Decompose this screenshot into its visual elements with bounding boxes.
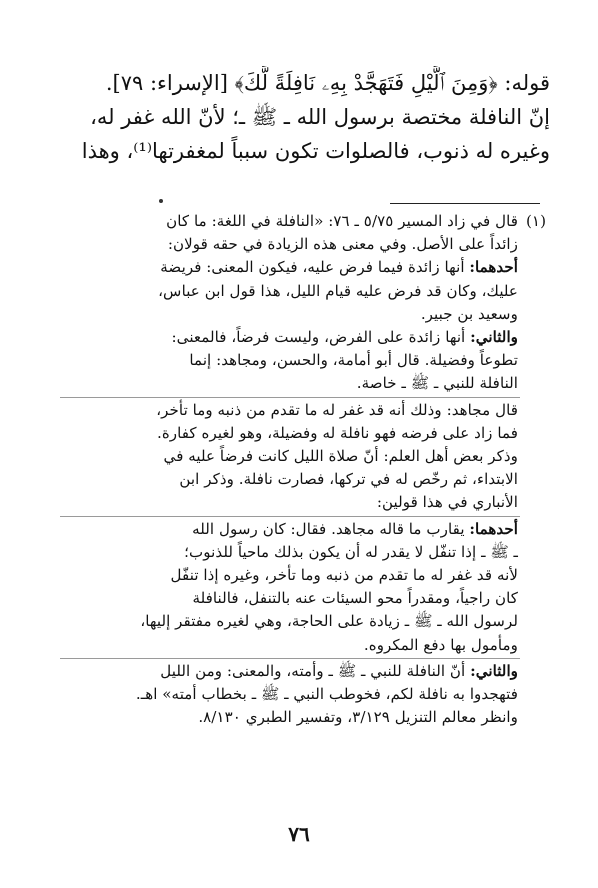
footnote-text: أنّ النافلة للنبي ـ ﷺ ـ وأمته، والمعنى: ومن الليل [160,661,471,680]
footnote-line: تطوعاً وفضيلة. قال أبو أمامة، والحسن، ومجاهد: إنما [189,351,518,370]
section-divider [60,516,520,517]
main-text-line: إنّ النافلة مختصة برسول الله ـ ﷺ ـ؛ لأنّ الله غفر له، [90,105,550,129]
footnote-number: (١) [525,212,546,230]
footnote-heading: والثاني: [470,661,518,680]
footnote-line: النافلة للنبي ـ ﷺ ـ خاصة. [356,374,518,393]
section-divider [60,658,520,659]
footnote-line [60,256,546,279]
footnote-block [60,210,546,729]
footnote-text: أنها زائدة على الفرض، وليست فرضاً، فالمعنى: [171,328,471,347]
main-text-line: وغيره له ذنوب، فالصلوات تكون سبباً لمغفرتها⁽¹⁾، وهذا [81,139,550,163]
footnote-line: الأنباري في هذا قولين: [376,493,518,512]
footnote-line [60,210,546,233]
footnote-line [60,326,546,349]
footnote-heading: والثاني: [470,328,518,347]
footnote-line: وانظر معالم التنزيل ٣/١٢٩، وتفسير الطبري ٨/١٣٠. [198,708,518,727]
footnote-line: ـ ﷺ ـ إذا تنفّل لا يقدر له أن يكون بذلك ماحياً للذنوب؛ [184,542,518,561]
ink-dot [159,199,163,203]
footnote-line [60,518,546,541]
page-number: ٧٦ [288,822,310,846]
section-divider [60,397,520,398]
main-text-block [66,66,550,168]
footnote-text: قال في زاد المسير ٥/٧٥ ـ ٧٦: «النافلة في اللغة: ما كان [166,212,518,230]
footnote-line: لأنه قد غفر له ما تقدم من ذنبه وما تأخر، وغيره إذا تنفّل [170,566,518,585]
footnote-separator [390,203,540,204]
footnote-line: كان راجياً، ومقدراً محو السيئات عنه بالتنفل، فالنافلة [192,589,518,608]
footnote-text: يقارب ما قاله مجاهد. فقال: كان رسول الله [192,519,470,538]
footnote-line: عليك، وكان قد فرض عليه قيام الليل، هذا قول ابن عباس، [158,281,518,300]
footnote-text: أنها زائدة فيما فرض عليه، فيكون المعنى: فريضة [160,258,470,277]
footnote-line: لرسول الله ـ ﷺ ـ زيادة على الحاجة، وهي لغيره مفتقر إليها، [140,612,518,631]
footnote-heading: أحدهما: [469,519,518,538]
footnote-line: وذكر بعض أهل العلم: أنّ صلاة الليل كانت فرضاً عليه في [163,447,518,466]
footnote-line: قال مجاهد: وذلك أنه قد غفر له ما تقدم من ذنبه وما تأخر، [156,400,518,419]
footnote-line: ومأمول بها دفع المكروه. [363,635,518,654]
footnote-line: الابتداء، ثم رخّص له في تركها، فصارت نافلة. وذكر ابن [179,470,518,489]
footnote-line: وسعيد بن جبير. [420,304,518,323]
footnote-line: فما زاد على فرضه فهو نافلة له وفضيلة، وهو لغيره كفارة. [157,423,518,442]
footnote-heading: أحدهما: [469,258,518,277]
footnote-line [60,660,546,683]
footnote-line: فتهجدوا به نافلة لكم، فخوطب النبي ـ ﷺ ـ بخطاب أمته» اهـ. [135,685,518,704]
footnote-line: زائداً على الأصل. وفي معنى هذه الزيادة في حقه قولان: [167,235,518,254]
main-text-line: قوله: ﴿وَمِنَ ٱلَّيْلِ فَتَهَجَّدْ بِهِۦ نَافِلَةً لَّكَ﴾ [الإسراء: ٧٩]. [105,71,550,95]
